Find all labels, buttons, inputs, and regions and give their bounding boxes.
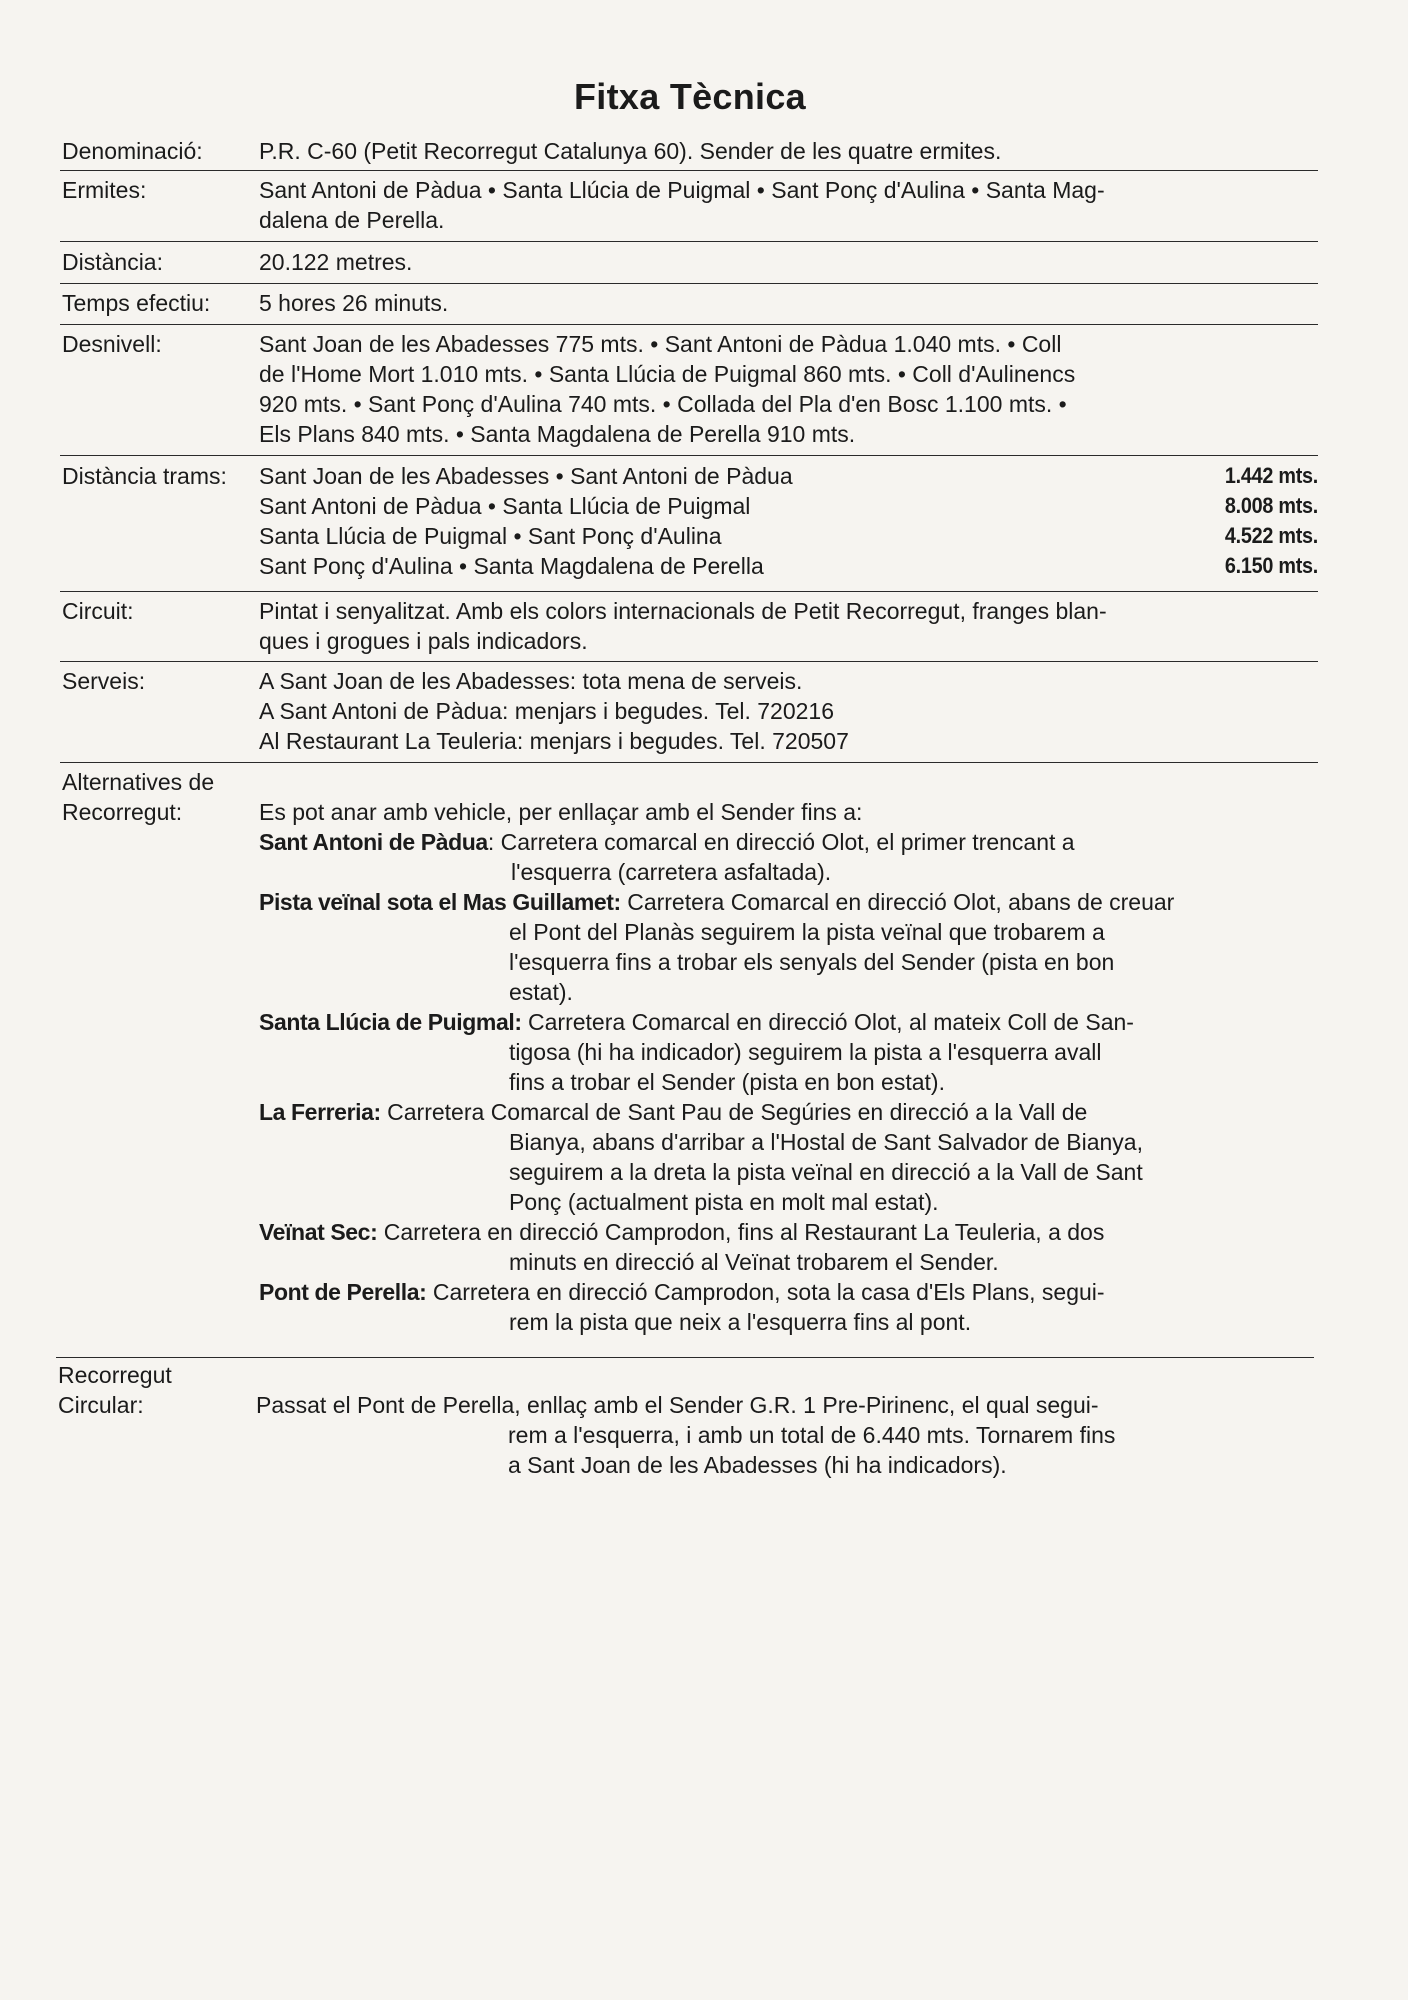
circuit-line: Pintat i senyalitzat. Amb els colors internacionals de Petit Recorregut, franges blan- xyxy=(259,598,1107,624)
label-ermites: Ermites: xyxy=(62,177,147,203)
value-ermites xyxy=(259,175,1199,235)
desnivell-line: Els Plans 840 mts. • Santa Magdalena de Perella 910 mts. xyxy=(259,421,856,447)
label-alternatives xyxy=(62,767,214,827)
label-temps-efectiu: Temps efectiu: xyxy=(62,290,211,316)
circular-line: Passat el Pont de Perella, enllaç amb el Sender G.R. 1 Pre-Pirinenc, el qual segui- xyxy=(256,1392,1099,1418)
alternative-item xyxy=(259,887,1259,1007)
label-circular-line: Circular: xyxy=(58,1392,144,1418)
trams-distance: 6.150 mts. xyxy=(1224,553,1318,578)
alternative-name: Santa Llúcia de Puigmal: xyxy=(259,1009,522,1035)
value-circuit xyxy=(259,596,1199,656)
circular-line: a Sant Joan de les Abadesses (hi ha indicadors). xyxy=(508,1452,1007,1478)
alternative-text: estat). xyxy=(509,979,573,1005)
label-denominacio: Denominació: xyxy=(62,138,203,164)
ermites-line: Sant Antoni de Pàdua • Santa Llúcia de Puigmal • Sant Ponç d'Aulina • Santa Mag- xyxy=(259,177,1105,203)
trams-distance: 1.442 mts. xyxy=(1224,463,1318,488)
label-distancia-trams: Distància trams: xyxy=(62,463,227,489)
alternative-separator: : xyxy=(487,829,495,855)
divider xyxy=(60,241,1318,242)
alternative-text: fins a trobar el Sender (pista en bon estat). xyxy=(509,1069,945,1095)
alternative-name: Veïnat Sec: xyxy=(259,1219,378,1245)
alternative-text: tigosa (hi ha indicador) seguirem la pista a l'esquerra avall xyxy=(509,1039,1102,1065)
label-alternatives-line: Recorregut: xyxy=(62,799,183,825)
serveis-line: Al Restaurant La Teuleria: menjars i begudes. Tel. 720507 xyxy=(259,728,849,754)
alternative-text: Carretera Comarcal en direcció Olot, abans de creuar xyxy=(620,889,1175,915)
alternative-name: Sant Antoni de Pàdua xyxy=(259,829,488,855)
trams-segment: Sant Antoni de Pàdua • Santa Llúcia de Puigmal xyxy=(259,493,751,519)
desnivell-line: 920 mts. • Sant Ponç d'Aulina 740 mts. • Collada del Pla d'en Bosc 1.100 mts. • xyxy=(259,391,1067,417)
alternative-text: minuts en direcció al Veïnat trobarem el Sender. xyxy=(509,1249,999,1275)
alternative-item xyxy=(259,827,1259,887)
label-circular-line: Recorregut xyxy=(58,1362,172,1388)
circuit-line: ques i grogues i pals indicadors. xyxy=(259,628,588,654)
label-alternatives-line: Alternatives de xyxy=(62,769,215,795)
divider xyxy=(60,170,1318,171)
trams-row xyxy=(259,521,1318,551)
alternative-name: Pista veïnal sota el Mas Guillamet: xyxy=(259,889,621,915)
label-circuit: Circuit: xyxy=(62,598,134,624)
trams-segment: Santa Llúcia de Puigmal • Sant Ponç d'Aulina xyxy=(259,523,722,549)
page-title: Fitxa Tècnica xyxy=(574,76,806,117)
divider xyxy=(56,1357,1314,1358)
divider xyxy=(60,283,1318,284)
alternative-text: Carretera en direcció Camprodon, sota la casa d'Els Plans, segui- xyxy=(426,1279,1105,1305)
circular-line: rem a l'esquerra, i amb un total de 6.440 mts. Tornarem fins xyxy=(508,1422,1116,1448)
alternative-name: La Ferreria: xyxy=(259,1099,381,1125)
divider xyxy=(60,591,1318,592)
desnivell-line: Sant Joan de les Abadesses 775 mts. • Sant Antoni de Pàdua 1.040 mts. • Coll xyxy=(259,331,1062,357)
divider xyxy=(60,661,1318,662)
label-recorregut-circular xyxy=(58,1360,172,1420)
divider xyxy=(60,762,1318,763)
ermites-line: dalena de Perella. xyxy=(259,207,445,233)
alternative-item xyxy=(259,1277,1259,1337)
label-desnivell: Desnivell: xyxy=(62,331,162,357)
value-denominacio: P.R. C-60 (Petit Recorregut Catalunya 60). Sender de les quatre ermites. xyxy=(259,138,1002,164)
alternative-text: rem la pista que neix a l'esquerra fins al pont. xyxy=(509,1309,972,1335)
alternative-text: l'esquerra fins a trobar els senyals del Sender (pista en bon xyxy=(509,949,1115,975)
trams-segment: Sant Ponç d'Aulina • Santa Magdalena de Perella xyxy=(259,553,764,579)
value-recorregut-circular xyxy=(256,1390,1256,1480)
value-temps-efectiu: 5 hores 26 minuts. xyxy=(259,290,449,316)
alternative-item xyxy=(259,1217,1259,1277)
trams-row xyxy=(259,491,1318,521)
alternative-text: seguirem a la dreta la pista veïnal en direcció a la Vall de Sant xyxy=(509,1159,1143,1185)
alternative-text: Carretera Comarcal en direcció Olot, al mateix Coll de San- xyxy=(521,1009,1134,1035)
trams-row xyxy=(259,461,1318,491)
value-desnivell xyxy=(259,329,1199,449)
alternative-text: Ponç (actualment pista en molt mal estat). xyxy=(509,1189,939,1215)
alternatives-intro: Es pot anar amb vehicle, per enllaçar amb el Sender fins a: xyxy=(259,799,863,825)
alternative-name: Pont de Perella: xyxy=(259,1279,427,1305)
divider xyxy=(60,324,1318,325)
value-serveis xyxy=(259,666,1199,756)
alternatives-block xyxy=(259,797,1259,1337)
serveis-line: A Sant Joan de les Abadesses: tota mena de serveis. xyxy=(259,668,803,694)
desnivell-line: de l'Home Mort 1.010 mts. • Santa Llúcia de Puigmal 860 mts. • Coll d'Aulinencs xyxy=(259,361,1076,387)
trams-row xyxy=(259,551,1318,581)
trams-segment: Sant Joan de les Abadesses • Sant Antoni de Pàdua xyxy=(259,463,793,489)
alternative-item xyxy=(259,1097,1259,1217)
alternative-text: Carretera comarcal en direcció Olot, el primer trencant a xyxy=(494,829,1075,855)
alternative-text: Carretera Comarcal de Sant Pau de Segúries en direcció a la Vall de xyxy=(380,1099,1088,1125)
trams-distance: 4.522 mts. xyxy=(1224,523,1318,548)
trams-distance: 8.008 mts. xyxy=(1224,493,1318,518)
alternative-text: Carretera en direcció Camprodon, fins al Restaurant La Teuleria, a dos xyxy=(377,1219,1105,1245)
alternative-text: el Pont del Planàs seguirem la pista veïnal que trobarem a xyxy=(509,919,1105,945)
divider xyxy=(60,455,1318,456)
label-serveis: Serveis: xyxy=(62,668,146,694)
label-distancia: Distància: xyxy=(62,249,163,275)
alternative-text: l'esquerra (carretera asfaltada). xyxy=(511,859,832,885)
alternative-item xyxy=(259,1007,1259,1097)
value-distancia: 20.122 metres. xyxy=(259,249,413,275)
serveis-line: A Sant Antoni de Pàdua: menjars i begudes. Tel. 720216 xyxy=(259,698,834,724)
trams-list xyxy=(259,461,1318,581)
alternative-text: Bianya, abans d'arribar a l'Hostal de Sant Salvador de Bianya, xyxy=(509,1129,1143,1155)
